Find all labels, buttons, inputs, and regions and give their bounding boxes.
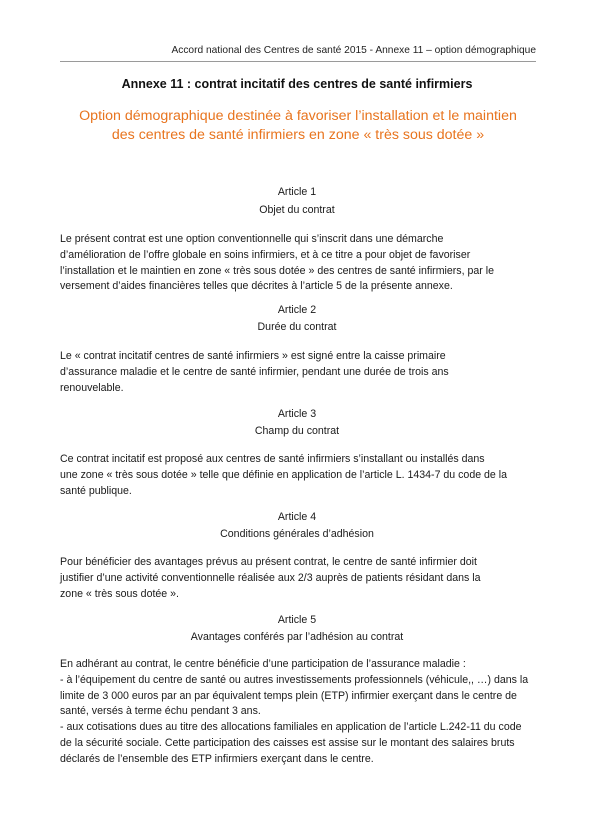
paragraph-line: santé, versés à terme échu pendant 3 ans.: [60, 705, 261, 718]
paragraph-line: d’amélioration de l’offre globale en soins infirmiers, et à ce titre a pour objet de favoriser: [60, 248, 471, 261]
article-title: Champ du contrat: [254, 425, 340, 437]
paragraph-line: d’assurance maladie et le centre de santé infirmier, pendant une durée de trois ans: [60, 365, 449, 378]
paragraph-line: santé publique.: [60, 484, 132, 497]
paragraph-line: de la sécurité sociale. Cette participation des caisses est assise sur le montant des salaires bruts: [60, 736, 515, 749]
article-title: Objet du contrat: [259, 204, 335, 216]
paragraph-line: Le « contrat incitatif centres de santé infirmiers » est signé entre la caisse primaire: [60, 350, 446, 362]
header-divider: [60, 61, 536, 62]
running-header: Accord national des Centres de santé 2015 - Annexe 11 – option démographique: [171, 45, 536, 56]
article-number: Article 2: [277, 304, 317, 316]
article-number: Article 1: [277, 186, 317, 198]
paragraph-line: l’installation et le maintien en zone « très sous dotée » des centres de santé infirmiers, par le: [60, 264, 494, 277]
article-number: Article 3: [277, 408, 317, 420]
article-number: Article 5: [277, 614, 317, 626]
paragraph-line: En adhérant au contrat, le centre bénéficie d’une participation de l’assurance maladie :: [60, 658, 466, 670]
article-number: Article 4: [277, 511, 317, 523]
subtitle-line: Option démographique destinée à favoriser l’installation et le maintien: [79, 108, 517, 124]
paragraph-line: Ce contrat incitatif est proposé aux centres de santé infirmiers s’installant ou installés dans: [60, 453, 485, 465]
paragraph-line: limite de 3 000 euros par an par équivalent temps plein (ETP) infirmier exerçant dans le centre de: [60, 689, 517, 702]
article-paragraph: [60, 349, 540, 396]
subtitle-line: des centres de santé infirmiers en zone « très sous dotée »: [111, 127, 485, 143]
paragraph-line: déclarés de l’ensemble des ETP infirmiers exerçant dans le centre.: [60, 752, 374, 765]
subtitle: [60, 107, 536, 145]
article-title: Durée du contrat: [257, 321, 337, 333]
article-title: Conditions générales d’adhésion: [220, 528, 374, 540]
paragraph-line: Pour bénéficier des avantages prévus au présent contrat, le centre de santé infirmier doit: [60, 556, 477, 568]
paragraph-line: une zone « très sous dotée » telle que définie en application de l’article L. 1434-7 du code de la: [60, 468, 508, 481]
annex-title: Annexe 11 : contrat incitatif des centres de santé infirmiers: [121, 77, 473, 91]
article-paragraph: [60, 657, 540, 768]
article-paragraph: [60, 232, 540, 295]
article-title: Avantages conférés par l’adhésion au contrat: [190, 631, 404, 643]
paragraph-line: justifier d’une activité conventionnelle réalisée aux 2/3 auprès de patients résidant dans la: [60, 571, 481, 584]
paragraph-line: - aux cotisations dues au titre des allocations familiales en application de l’article L.242-11 du code: [60, 721, 522, 734]
paragraph-line: zone « très sous dotée ».: [60, 587, 179, 600]
article-paragraph: [60, 452, 540, 499]
paragraph-line: versement d’aides financières telles que décrites à l’article 5 de la présente annexe.: [60, 280, 453, 293]
article-paragraph: [60, 555, 540, 602]
paragraph-line: Le présent contrat est une option conventionnelle qui s’inscrit dans une démarche: [60, 233, 444, 245]
paragraph-line: - à l’équipement du centre de santé ou autres investissements professionnels (véhicule,, …) dans la: [60, 673, 529, 686]
paragraph-line: renouvelable.: [60, 381, 124, 394]
